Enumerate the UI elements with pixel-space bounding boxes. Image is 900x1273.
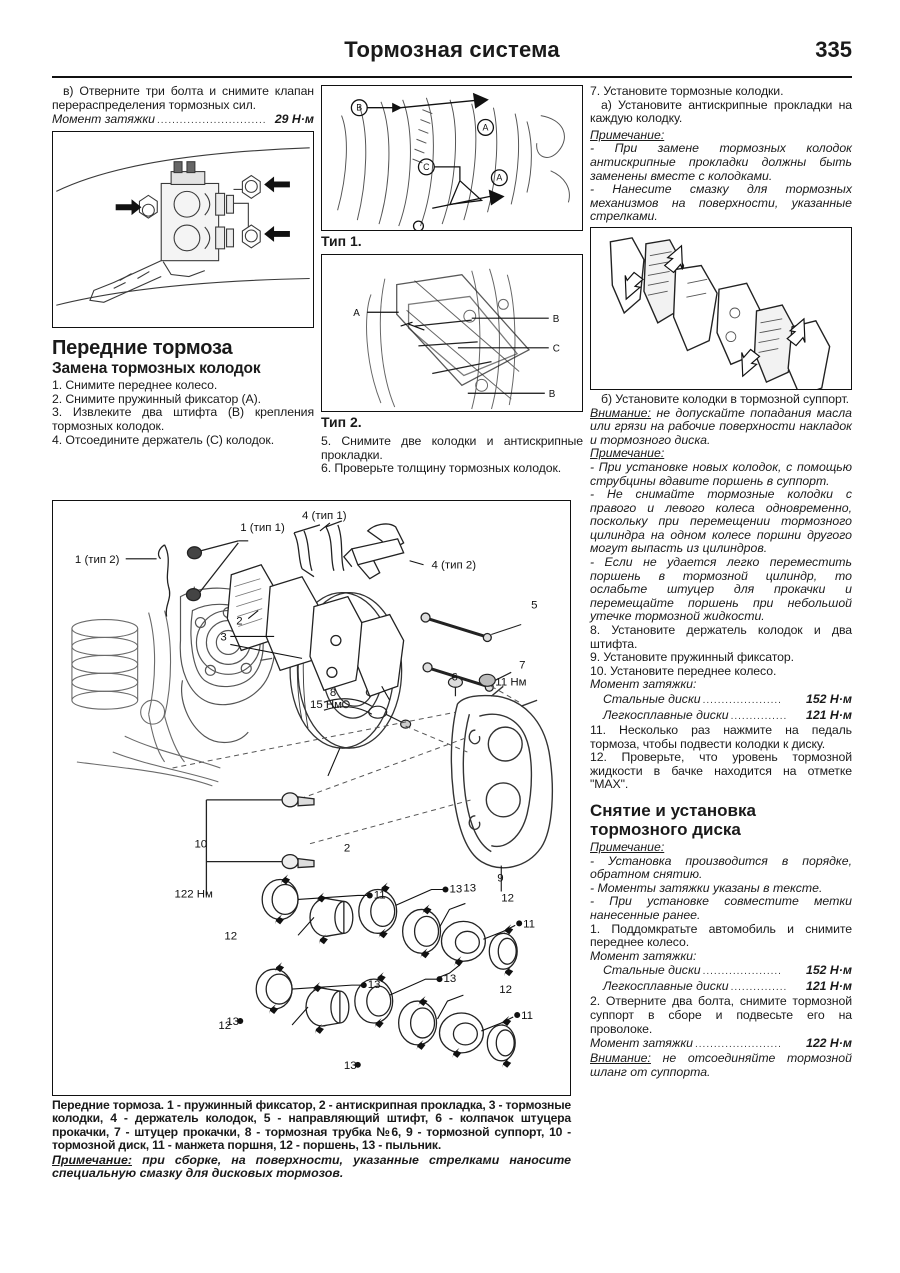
torque-valve	[52, 112, 314, 128]
header-divider	[52, 76, 852, 78]
figure-caliper-type-1	[321, 85, 583, 231]
svg-text:8: 8	[329, 687, 337, 700]
dot-leader: .............................	[156, 115, 267, 127]
exploded-figure-block	[52, 500, 571, 1181]
svg-text:13: 13	[449, 883, 463, 896]
note-2-item-2: - Не снимайте тормозные колодки с правого и левого колеса одновременно, поскольку при перемещении тормозного цилиндра на одном колесе поршни другого могут выпасть из цилиндров.	[590, 487, 852, 556]
svg-text:12: 12	[224, 930, 238, 943]
dot-leader: ...............	[730, 982, 788, 994]
figure-front-brake-exploded	[52, 500, 571, 1096]
step-7b: б) Установите колодки в тормозной суппорт.	[601, 391, 849, 406]
svg-text:5: 5	[531, 599, 538, 612]
svg-text:15 Нм: 15 Нм	[309, 699, 343, 712]
torque-label: Момент затяжки	[52, 112, 155, 127]
svg-text:12: 12	[499, 984, 512, 997]
svg-text:13: 13	[443, 973, 457, 986]
note-2-item-1: - При установке новых колодок, с помощью струбцины вдавите поршень в суппорт.	[590, 459, 852, 488]
page-header	[52, 36, 852, 74]
torque-value: 121 Н·м	[805, 708, 852, 722]
svg-text:4 (тип 2): 4 (тип 2)	[431, 559, 477, 572]
step-7: 7. Установите тормозные колодки.	[590, 84, 784, 98]
torque-value: 121 Н·м	[805, 979, 852, 994]
warning-1: Внимание: не допускайте попадания масла или грязи на рабочие поверхности накладок и тормозного диска.	[590, 405, 852, 447]
svg-text:B: B	[356, 102, 363, 113]
torque-label: Момент затяжки	[590, 1036, 693, 1051]
torque-value: 122 Н·м	[805, 1036, 852, 1051]
torque-value: 152 Н·м	[805, 963, 852, 978]
torque-label-wheel-2: Момент затяжки:	[590, 948, 697, 963]
svg-text:9: 9	[497, 872, 504, 885]
disc-step-2: 2. Отверните два болта, снимите тормозной суппорт в сборе и подвесьте его на проволоке.	[590, 994, 852, 1036]
svg-text:B: B	[552, 314, 560, 326]
torque-value: 29 Н·м	[274, 112, 314, 127]
svg-text:10: 10	[194, 838, 208, 851]
page-number: 335	[815, 37, 852, 62]
torque-name: Стальные диски	[603, 692, 701, 706]
caption-note-label: Примечание:	[52, 1152, 132, 1167]
dot-leader: ...............	[730, 711, 788, 722]
torque-alloy-discs-2	[590, 979, 852, 995]
step-1: 1. Снимите переднее колесо.	[52, 378, 218, 393]
svg-text:4 (тип 1): 4 (тип 1)	[302, 509, 347, 522]
step-12: 12. Проверьте, что уровень тормозной жидкости в бачке находится на отметке "MAX".	[590, 750, 852, 792]
note-label-2: Примечание:	[590, 446, 665, 461]
note-3-item-2: - Моменты затяжки указаны в тексте.	[590, 880, 823, 895]
dot-leader: .....................	[702, 966, 782, 978]
disc-step-1: 1. Поддомкратьте автомобиль и снимите переднее колесо.	[590, 921, 852, 950]
svg-text:B: B	[548, 389, 556, 401]
note-2-item-3: - Если не удается легко переместить поршень в тормозной цилиндр, то ослабьте штуцер для прокачки и перемещайте поршень при небольшой утечке тормозной жидкости.	[590, 555, 852, 624]
svg-text:13: 13	[226, 1015, 240, 1028]
step-3: 3. Извлеките два штифта (B) крепления тормозных колодок.	[52, 405, 314, 433]
svg-text:A: A	[353, 308, 360, 320]
right-column	[590, 85, 852, 1095]
svg-text:7: 7	[519, 659, 526, 672]
step-v-text: в) Отверните три болта и снимите клапан перераспределения тормозных сил.	[52, 84, 314, 112]
svg-text:A: A	[482, 122, 489, 133]
warning-2: Внимание: не отсоединяйте тормозной шланг от суппорта.	[590, 1051, 852, 1079]
svg-text:A: A	[496, 172, 503, 183]
note-7-item-1: - При замене тормозных колодок антискрипные прокладки должны быть заменены вместе с колодками.	[590, 141, 852, 183]
figure-caption: Передние тормоза. 1 - пружинный фиксатор, 2 - антискрипная прокладка, 3 - тормозные колодки, 4 - держатель колодок, 5 - направляющий штифт, 6 - колпачок штуцера прокачки, 7 - штуцер прокачки, 8 - тормозная трубка №6, 9 - тормозной суппорт, 10 - тормозной диск, 11 - манжета поршня, 12 - поршень, 13 - пыльник.	[52, 1098, 571, 1153]
svg-text:3: 3	[220, 631, 227, 644]
page-title: Тормозная система	[344, 37, 560, 62]
step-7a: а) Установите антискрипные прокладки на каждую колодку.	[590, 97, 852, 126]
figure-2-caption: Тип 2.	[321, 414, 362, 430]
section-title-front-brakes: Передние тормоза	[52, 337, 233, 360]
torque-caliper-bolts	[590, 1036, 852, 1052]
svg-text:11: 11	[373, 889, 386, 902]
dot-leader: .....................	[702, 695, 782, 706]
torque-value: 152 Н·м	[805, 692, 852, 706]
figure-caliper-type-2	[321, 254, 583, 412]
torque-name: Стальные диски	[603, 963, 701, 978]
step-5: 5. Снимите две колодки и антискрипные прокладки.	[321, 434, 583, 462]
svg-text:1 (тип 2): 1 (тип 2)	[74, 553, 120, 566]
torque-name: Легкосплавные диски	[603, 708, 729, 722]
torque-alloy-discs	[590, 708, 852, 724]
torque-label-wheel: Момент затяжки:	[590, 677, 697, 692]
section-title-line-1: Снятие и установка	[590, 800, 756, 820]
svg-text:11: 11	[521, 1009, 534, 1022]
torque-name: Легкосплавные диски	[603, 979, 729, 994]
step-11: 11. Несколько раз нажмите на педаль тормоза, чтобы подвести колодки к диску.	[590, 723, 852, 751]
svg-text:1 (тип 1): 1 (тип 1)	[240, 521, 285, 534]
svg-text:11 Нм: 11 Нм	[495, 676, 527, 689]
step-4: 4. Отсоедините держатель (C) колодок.	[52, 432, 275, 447]
svg-text:C: C	[423, 161, 430, 172]
figure-1-caption: Тип 1.	[321, 233, 362, 249]
svg-text:6: 6	[451, 671, 458, 684]
figure-caption-note	[52, 1154, 571, 1181]
note-label-3: Примечание:	[590, 839, 665, 854]
figure-proportioning-valve	[52, 131, 314, 328]
note-3-item-1: - Установка производится в порядке, обратном снятию.	[590, 853, 852, 882]
svg-text:12: 12	[501, 892, 514, 905]
svg-text:12: 12	[218, 1019, 232, 1032]
svg-text:2: 2	[343, 842, 351, 855]
caption-note-text: при сборке, на поверхности, указанные стрелками наносите специальную смазку для дисковых тормозов.	[52, 1152, 571, 1181]
svg-text:13: 13	[463, 882, 477, 895]
step-6: 6. Проверьте толщину тормозных колодок.	[321, 461, 562, 476]
note-7-item-2: - Нанесите смазку для тормозных механизмов на поверхности, указанные стрелками.	[590, 182, 852, 224]
svg-text:122 Нм: 122 Нм	[174, 888, 213, 901]
svg-text:13: 13	[367, 979, 381, 992]
note-3-item-3: - При установке совместите метки нанесенные ранее.	[590, 894, 852, 922]
svg-text:C: C	[552, 343, 560, 355]
step-2: 2. Снимите пружинный фиксатор (A).	[52, 391, 261, 406]
svg-text:2: 2	[236, 615, 243, 628]
section-title-disc-removal	[590, 801, 852, 839]
torque-steel-discs-2	[590, 963, 852, 979]
note-label-1: Примечание:	[590, 127, 665, 142]
svg-text:11: 11	[523, 918, 536, 931]
svg-text:13: 13	[343, 1059, 357, 1072]
step-9: 9. Установите пружинный фиксатор.	[590, 650, 794, 665]
figure-brake-pads-grease	[590, 227, 852, 390]
subsection-title-pad-replacement: Замена тормозных колодок	[52, 360, 261, 378]
step-10: 10. Установите переднее колесо.	[590, 663, 777, 678]
torque-steel-discs	[590, 692, 852, 708]
dot-leader: .......................	[694, 1039, 782, 1051]
section-title-line-2: тормозного диска	[590, 819, 741, 839]
step-8: 8. Установите держатель колодок и два штифта.	[590, 623, 852, 651]
